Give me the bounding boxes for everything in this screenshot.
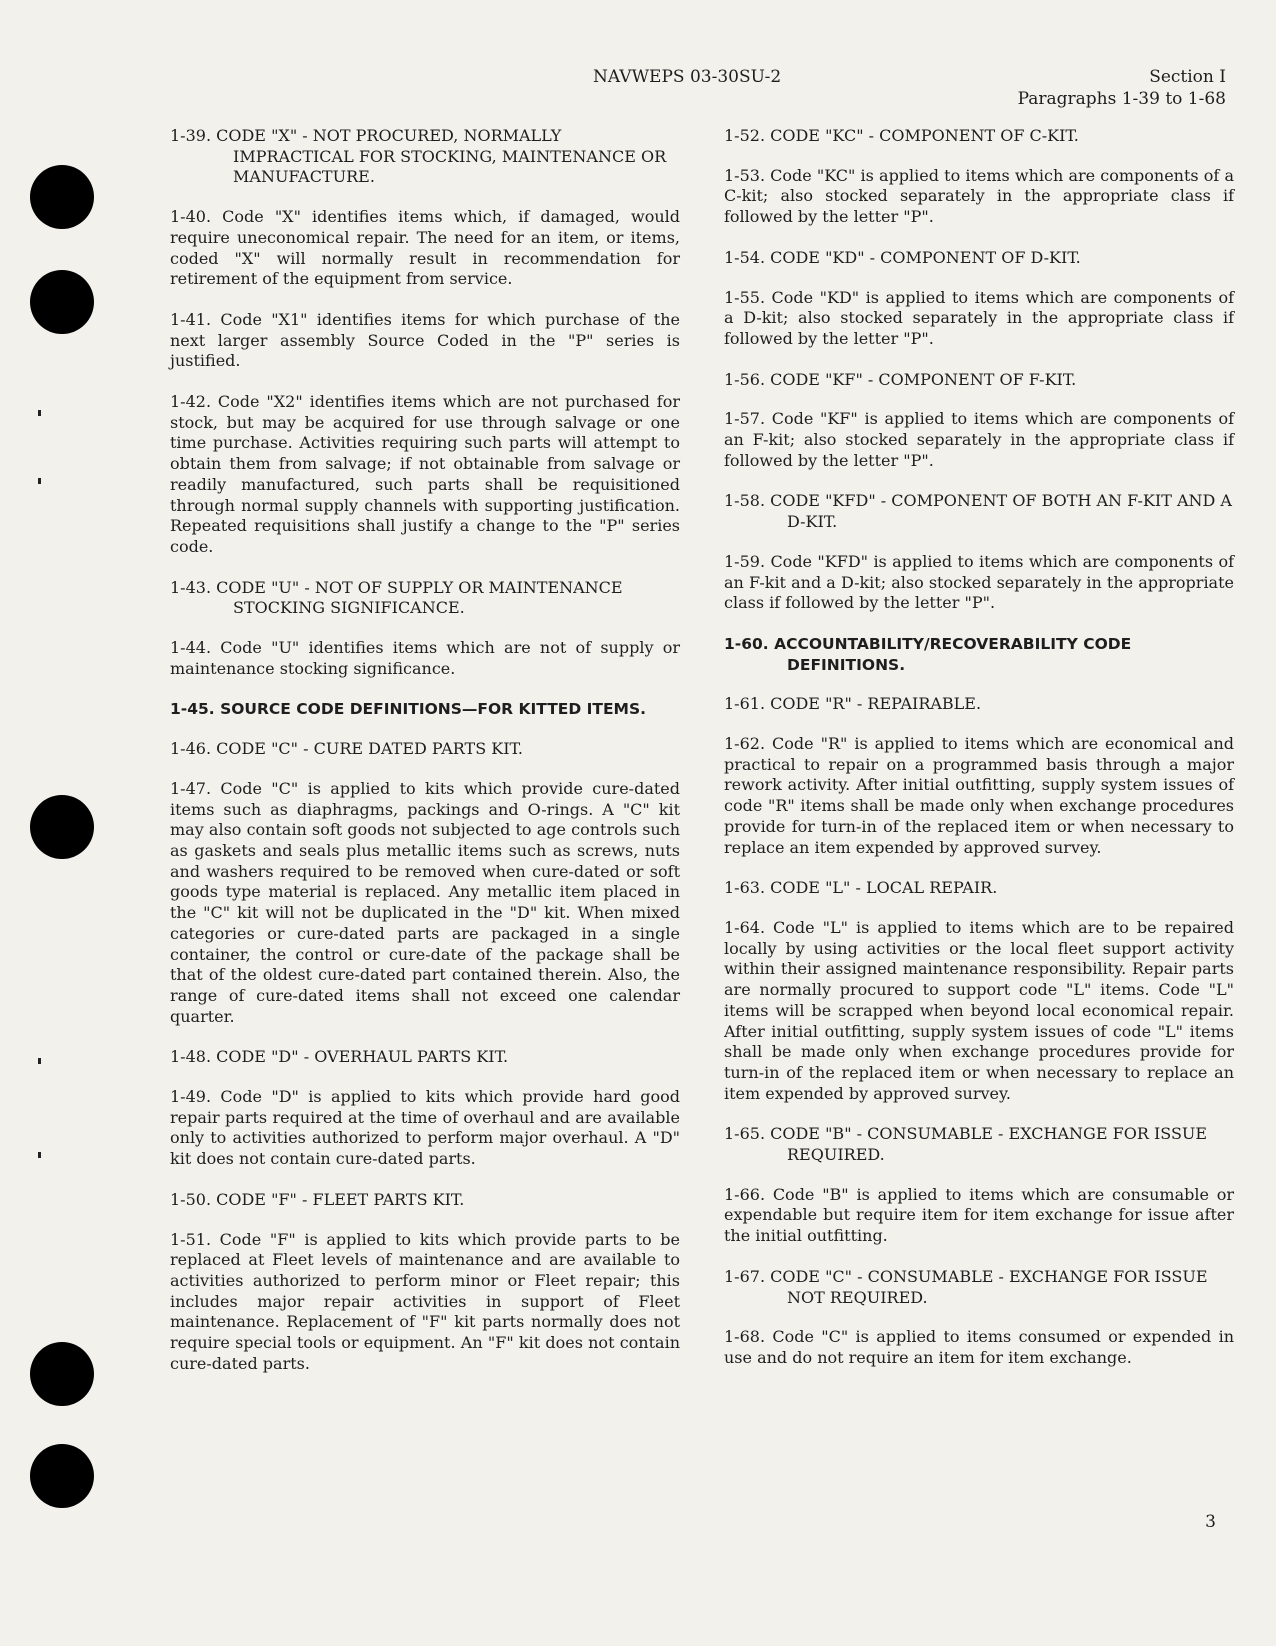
paragraph-heading: 1-60. ACCOUNTABILITY/RECOVERABILITY CODE DEFINITIONS. [724, 634, 1132, 674]
paragraph: 1-57. Code "KF" is applied to items which are components of an F-kit; also stocked separately in the appropriate class if followed by the letter "P". [724, 409, 1234, 470]
paragraph: 1-49. Code "D" is applied to kits which provide hard good repair parts required at the time of overhaul and are available only to activities authorized to perform major overhaul. A "D" kit does not contain cure-dated parts. [170, 1087, 680, 1169]
binder-hole [30, 795, 94, 859]
paragraph: 1-55. Code "KD" is applied to items which are components of a D-kit; also stocked separately in the appropriate class if followed by the letter "P". [724, 287, 1234, 348]
margin-mark [38, 1152, 41, 1158]
document-id: NAVWEPS 03-30SU-2 [593, 67, 782, 87]
paragraph-heading: 1-54. CODE "KD" - COMPONENT OF D-KIT. [724, 247, 1081, 267]
paragraph: 1-59. Code "KFD" is applied to items which are components of an F-kit and a D-kit; also stocked separately in the appropriate class if followed by the letter "P". [724, 551, 1234, 613]
paragraph: 1-44. Code "U" identifies items which are not of supply or maintenance stocking significance. [170, 638, 680, 678]
paragraph-range: Paragraphs 1-39 to 1-68 [1017, 89, 1226, 109]
paragraph-heading: 1-45. SOURCE CODE DEFINITIONS—FOR KITTED ITEMS. [170, 700, 647, 719]
right-column [724, 126, 1234, 1389]
paragraph: 1-64. Code "L" is applied to items which are to be repaired locally by using activities or the local fleet support activity within their assigned maintenance responsibility. Repair parts are normally procured to support code "L" items. Code "L" items will be scrapped when beyond local economical repair. After initial outfitting, supply system issues of code "L" items shall be made only when exchange procedures provide for turn-in of the replaced item or when necessary to replace an item expended by approved survey. [724, 917, 1234, 1103]
left-column [170, 126, 680, 1394]
binder-hole [30, 270, 94, 334]
paragraph: 1-68. Code "C" is applied to items consumed or expended in use and do not require an item for item exchange. [724, 1327, 1234, 1367]
paragraph-heading: 1-48. CODE "D" - OVERHAUL PARTS KIT. [170, 1047, 509, 1067]
paragraph: 1-51. Code "F" is applied to kits which provide parts to be replaced at Fleet levels of maintenance and are available to activities authorized to perform minor or Fleet repair; this includes major repair activities in support of Fleet maintenance. Replacement of "F" kit parts normally does not require special tools or equipment. An "F" kit does not contain cure-dated parts. [170, 1229, 680, 1373]
paragraph-heading: 1-65. CODE "B" - CONSUMABLE - EXCHANGE FOR ISSUE REQUIRED. [724, 1124, 1208, 1165]
paragraph-heading: 1-61. CODE "R" - REPAIRABLE. [724, 694, 982, 714]
paragraph: 1-66. Code "B" is applied to items which are consumable or expendable but require item for item exchange for issue after the initial outfitting. [724, 1184, 1234, 1246]
paragraph: 1-62. Code "R" is applied to items which are economical and practical to repair on a programmed basis through a major rework activity. After initial outfitting, supply system issues of code "R" items shall be made only when exchange procedures provide for turn-in of the replaced item or when necessary to replace an item expended by approved survey. [724, 734, 1234, 857]
section-label: Section I [1149, 67, 1226, 87]
paragraph: 1-53. Code "KC" is applied to items which are components of a C-kit; also stocked separately in the appropriate class if followed by the letter "P". [724, 165, 1234, 227]
margin-mark [38, 478, 41, 484]
paragraph-heading: 1-50. CODE "F" - FLEET PARTS KIT. [170, 1189, 465, 1209]
paragraph: 1-42. Code "X2" identifies items which are not purchased for stock, but may be acquired for use through salvage or one time purchase. Activities requiring such parts will attempt to obtain them from salvage; if not obtainable from salvage or readily manufactured, such parts shall be requisitioned through normal supply channels with supporting justification. Repeated requisitions shall justify a change to the "P" series code. [170, 392, 680, 556]
paragraph-heading: 1-67. CODE "C" - CONSUMABLE - EXCHANGE FOR ISSUE NOT REQUIRED. [724, 1266, 1208, 1307]
paragraph: 1-40. Code "X" identifies items which, if damaged, would require uneconomical repair. The need for an item, or items, coded "X" will normally result in recommendation for retirement of the equipment from service. [170, 207, 680, 289]
paragraph-heading: 1-58. CODE "KFD" - COMPONENT OF BOTH AN F-KIT AND A D-KIT. [724, 491, 1232, 532]
paragraph: 1-47. Code "C" is applied to kits which provide cure-dated items such as diaphragms, packings and O-rings. A "C" kit may also contain soft goods not subjected to age controls such as gaskets and seals plus metallic items such as screws, nuts and washers required to be removed when cure-dated or soft goods type material is replaced. Any metallic item placed in the "C" kit will not be duplicated in the "D" kit. When mixed categories or cure-dated parts are packaged in a single container, the control or cure-date of the package shall be that of the oldest cure-dated part contained therein. Also, the range of cure-dated items shall not exceed one calendar quarter. [170, 778, 680, 1026]
margin-mark [38, 1058, 41, 1064]
paragraph-heading: 1-52. CODE "KC" - COMPONENT OF C-KIT. [724, 126, 1079, 145]
page-number: 3 [1205, 1512, 1216, 1532]
binder-hole [30, 1444, 94, 1508]
margin-mark [38, 410, 41, 416]
paragraph-heading: 1-63. CODE "L" - LOCAL REPAIR. [724, 878, 998, 898]
binder-hole [30, 165, 94, 229]
paragraph-heading: 1-56. CODE "KF" - COMPONENT OF F-KIT. [724, 369, 1077, 389]
paragraph-heading: 1-39. CODE "X" - NOT PROCURED, NORMALLY IMPRACTICAL FOR STOCKING, MAINTENANCE OR MANUFACTURE. [170, 126, 667, 187]
page-header [1018, 66, 1226, 110]
paragraph: 1-41. Code "X1" identifies items for which purchase of the next larger assembly Source Coded in the "P" series is justified. [170, 309, 680, 371]
paragraph-heading: 1-43. CODE "U" - NOT OF SUPPLY OR MAINTENANCE STOCKING SIGNIFICANCE. [170, 577, 623, 618]
paragraph-heading: 1-46. CODE "C" - CURE DATED PARTS KIT. [170, 739, 523, 759]
binder-hole [30, 1342, 94, 1406]
